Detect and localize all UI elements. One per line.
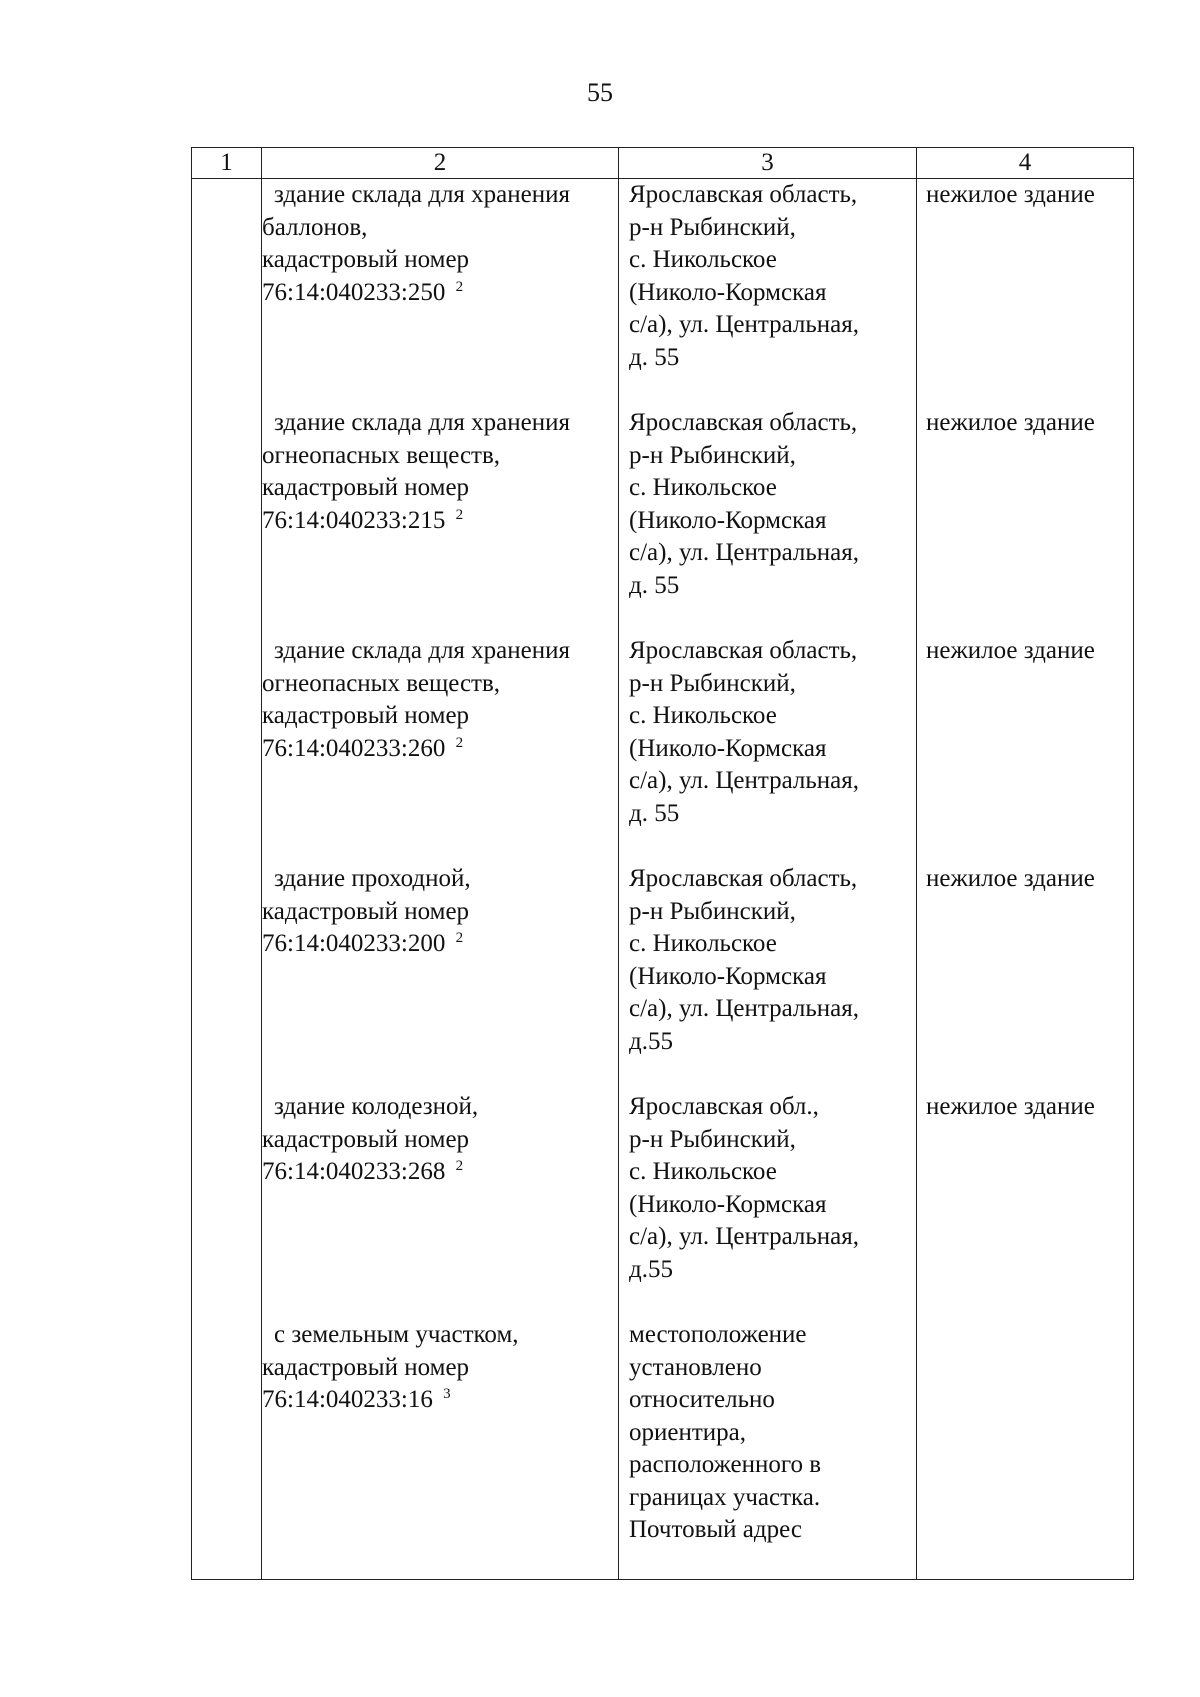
object-text: здание склада для хранения огнеопасных веществ, кадастровый номер 76:14:040233:215 <box>262 409 570 534</box>
address-entry: Ярославская обл., р-н Рыбинский, с. Никольское (Николо-Кормская с/а), ул. Центральная, д.55 <box>629 1093 860 1283</box>
footnote-mark: 2 <box>455 506 464 523</box>
object-text: с земельным участком, кадастровый номер 76:14:040233:16 <box>262 1321 519 1413</box>
type-entry <box>917 1319 1133 1579</box>
type-entry: нежилое здание <box>926 409 1095 436</box>
address-cell <box>619 179 917 1580</box>
object-entry <box>262 1319 618 1579</box>
object-entry <box>262 407 618 635</box>
address-entry: Ярославская область, р-н Рыбинский, с. Никольское (Николо-Кормская с/а), ул. Центральная, д. 55 <box>629 181 860 371</box>
type-cell <box>917 179 1134 1580</box>
footnote-mark: 2 <box>455 1158 464 1174</box>
object-entry <box>262 179 618 407</box>
object-entry <box>262 635 618 863</box>
object-text: здание проходной, кадастровый номер 76:14:040233:200 <box>262 865 471 957</box>
object-text: здание колодезной, кадастровый номер 76:14:040233:268 <box>262 1093 479 1185</box>
type-entry: нежилое здание <box>926 181 1095 208</box>
object-entry <box>262 1091 618 1319</box>
object-cell <box>262 179 619 1580</box>
footnote-mark: 2 <box>455 930 464 946</box>
table-header-row <box>192 148 1134 179</box>
object-text: здание склада для хранения огнеопасных веществ, кадастровый номер 76:14:040233:260 <box>262 637 570 762</box>
type-entry: нежилое здание <box>926 637 1095 664</box>
column-header-2: 2 <box>262 148 619 179</box>
table-row <box>192 179 1134 1580</box>
object-entry <box>262 863 618 1091</box>
type-entry: нежилое здание <box>926 1093 1095 1120</box>
address-entry: Ярославская область, р-н Рыбинский, с. Никольское (Николо-Кормская с/а), ул. Центральная, д.55 <box>629 865 860 1055</box>
column-header-3: 3 <box>619 148 917 179</box>
footnote-mark: 2 <box>455 278 464 295</box>
footnote-mark: 2 <box>455 734 464 751</box>
column-header-4: 4 <box>917 148 1134 179</box>
address-entry: местоположение установлено относительно ориентира, расположенного в границах участка. Почтовый адрес <box>629 1321 822 1543</box>
address-entry: Ярославская область, р-н Рыбинский, с. Никольское (Николо-Кормская с/а), ул. Центральная, д. 55 <box>629 637 860 827</box>
footnote-mark: 3 <box>443 1386 451 1402</box>
type-entry: нежилое здание <box>926 865 1095 892</box>
address-entry: Ярославская область, р-н Рыбинский, с. Никольское (Николо-Кормская с/а), ул. Центральная, д. 55 <box>629 409 860 599</box>
object-text: здание склада для хранения баллонов, кадастровый номер 76:14:040233:250 <box>262 181 570 306</box>
property-table <box>191 147 1134 1580</box>
column-header-1: 1 <box>192 148 262 179</box>
number-cell <box>192 179 262 1580</box>
page-number: 55 <box>587 78 613 107</box>
